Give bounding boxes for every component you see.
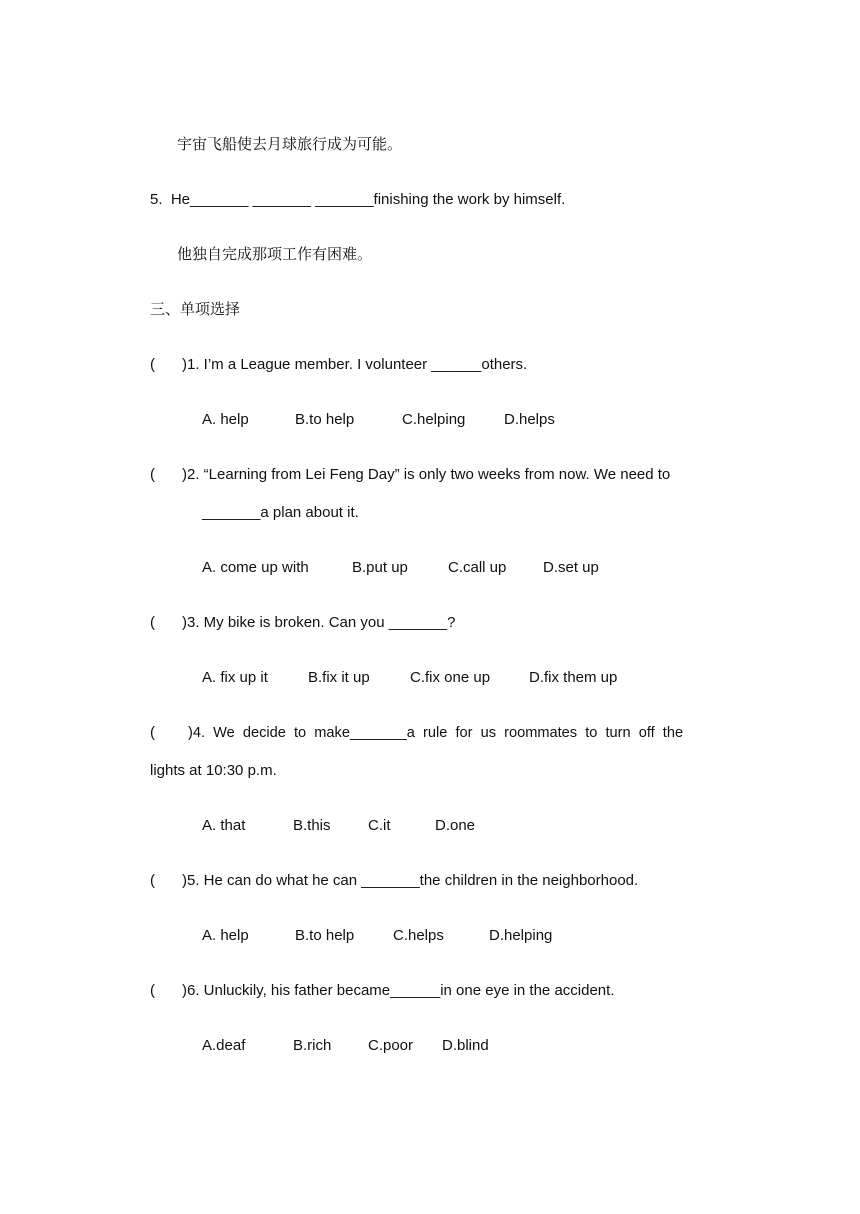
question-1-text: )1. I’m a League member. I volunteer ______others. — [182, 356, 528, 373]
translation-line: 宇宙飞船使去月球旅行成为可能。 — [177, 136, 403, 153]
question-6-text: )6. Unluckily, his father became______in one eye in the accident. — [182, 982, 615, 999]
option-c: C.helping — [402, 411, 466, 428]
translation-line: 他独自完成那项工作有困难。 — [177, 246, 373, 263]
question-4-text-cont: lights at 10:30 p.m. — [150, 762, 277, 779]
option-d: D.blind — [442, 1037, 489, 1054]
question-4-text: )4. We decide to make_______a rule for us roommates to turn off the — [188, 725, 684, 741]
option-c: C.it — [368, 817, 391, 834]
option-a: A.deaf — [202, 1037, 246, 1054]
fill-blank-question-5: 5. He_______ _______ _______finishing the work by himself. — [150, 191, 566, 208]
option-b: B.this — [293, 817, 331, 834]
option-d: D.fix them up — [529, 669, 618, 686]
option-d: D.helps — [504, 411, 555, 428]
option-a: A. help — [202, 927, 249, 944]
option-b: B.rich — [293, 1037, 332, 1054]
option-a: A. come up with — [202, 559, 309, 576]
option-c: C.poor — [368, 1037, 414, 1054]
option-d: D.set up — [543, 559, 599, 576]
question-2-text-cont: _______a plan about it. — [202, 504, 359, 521]
answer-paren: ( — [150, 466, 155, 483]
option-b: B.put up — [352, 559, 408, 576]
option-b: B.to help — [295, 411, 355, 428]
question-5-text: )5. He can do what he can _______the children in the neighborhood. — [182, 872, 639, 889]
option-d: D.helping — [489, 927, 553, 944]
option-d: D.one — [435, 817, 476, 834]
option-c: C.call up — [448, 559, 507, 576]
option-a: A. that — [202, 817, 246, 834]
option-a: A. fix up it — [202, 669, 268, 686]
answer-paren: ( — [150, 872, 155, 889]
section-title: 三、单项选择 — [150, 301, 241, 318]
answer-paren: ( — [150, 724, 155, 741]
option-c: C.helps — [393, 927, 444, 944]
answer-paren: ( — [150, 356, 155, 373]
answer-paren: ( — [150, 982, 155, 999]
option-c: C.fix one up — [410, 669, 491, 686]
option-b: B.to help — [295, 927, 355, 944]
option-a: A. help — [202, 411, 249, 428]
option-b: B.fix it up — [308, 669, 370, 686]
question-3-text: )3. My bike is broken. Can you _______? — [182, 614, 456, 631]
answer-paren: ( — [150, 614, 155, 631]
question-2-text: )2. “Learning from Lei Feng Day” is only two weeks from now. We need to — [182, 466, 671, 483]
